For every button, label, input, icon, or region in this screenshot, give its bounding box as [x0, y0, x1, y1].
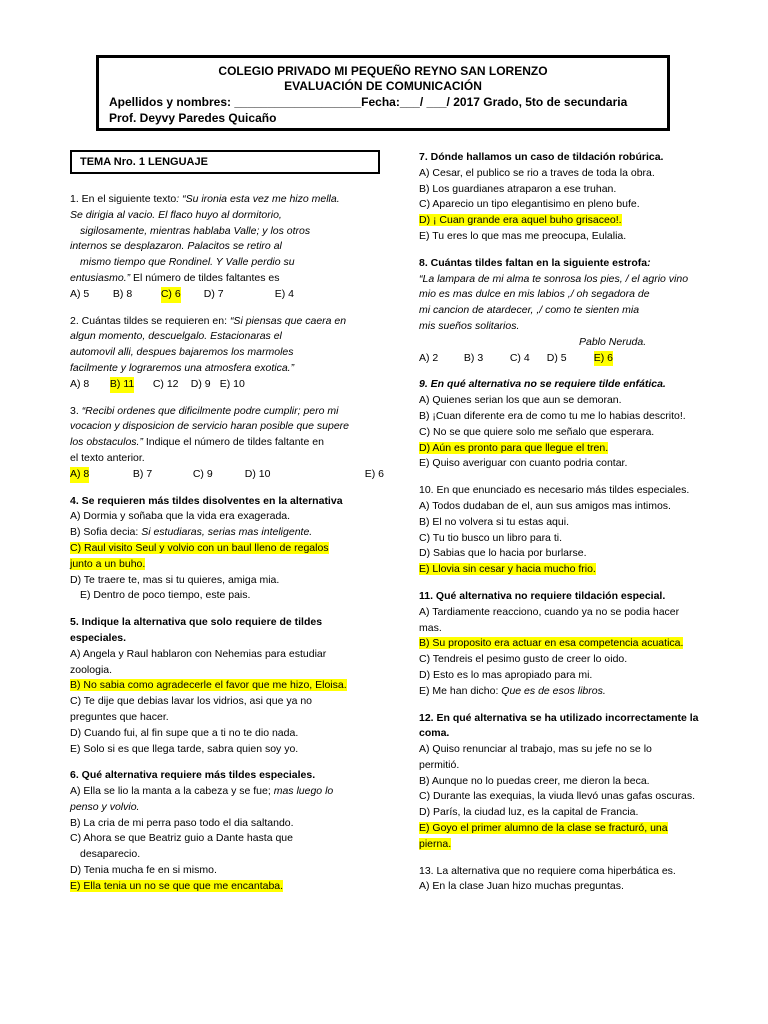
question-6	[70, 768, 380, 894]
question-8	[419, 256, 719, 367]
q2-options	[70, 377, 380, 393]
option-label: E) Me han dicho:	[419, 684, 502, 697]
q3-text: “Recibi ordenes que dificilmente podre cumplir; pero mi	[81, 404, 339, 417]
option[interactable]: A) Angela y Raul hablaron con Nehemias para estudiar	[70, 647, 327, 660]
option[interactable]: D) París, la ciudad luz, es la capital de Francia.	[419, 806, 639, 819]
q3-line: vocacion y disposicion de servicio haran posible que supere	[70, 420, 349, 433]
q2-line: facilmente y lograremos una atmosfera exotica.”	[70, 361, 295, 374]
option[interactable]: B) Los guardianes atraparon a ese truhan.	[419, 182, 617, 195]
q8-line: mi cancion de atardecer, ,/ como te sienten mia	[419, 304, 640, 317]
option[interactable]: A) Quienes serian los que aun se demoran.	[419, 394, 622, 407]
option[interactable]: C) 9	[192, 467, 213, 480]
option[interactable]: C) Aparecio un tipo elegantisimo en pleno bufe.	[419, 198, 640, 211]
q2-line: algun momento, descuelgalo. Estacionaras el	[70, 330, 282, 343]
option[interactable]: A) 8	[70, 377, 90, 390]
question-5	[70, 615, 380, 757]
q1-line: sigilosamente, mientras hablaba Valle; y los otros	[80, 224, 311, 237]
option[interactable]: C) Te dije que debias lavar los vidrios, asi que ya no	[70, 695, 313, 708]
q13-title: 13. La alternativa que no requiere coma hiperbática es.	[419, 864, 676, 877]
q10-title: 10. En que enunciado es necesario más tildes especiales.	[419, 484, 690, 497]
student-info-line: Apellidos y nombres: ___________________Fecha:___/ ___/ 2017 Grado, 5to de secundaria	[109, 95, 628, 109]
q12-title-cont: coma.	[419, 727, 450, 740]
option-cont: mas.	[419, 621, 442, 634]
q6-title: 6. Qué alternativa requiere más tildes especiales.	[70, 769, 316, 782]
option-text: junto a un buho.	[70, 557, 146, 570]
option[interactable]: E) Dentro de poco tiempo, este pais.	[80, 589, 251, 602]
q1-text: : “Su ironia esta vez me hizo mella.	[176, 193, 340, 205]
option[interactable]: A) 5	[70, 287, 90, 300]
q1-prompt: El número de tildes faltantes es	[130, 271, 280, 284]
right-column	[419, 150, 719, 906]
option-cont: preguntes que hacer.	[70, 710, 169, 723]
option-highlighted[interactable]: A) 8	[70, 467, 89, 483]
q8-colon: :	[647, 256, 651, 269]
option-text: Si estudiaras, serias mas inteligente.	[141, 526, 313, 539]
option[interactable]: B) La cria de mi perra paso todo el dia saltando.	[70, 816, 294, 829]
option-text: C) Raul visito Seul y volvio con un baul lleno de regalos	[70, 541, 329, 554]
option[interactable]: A) Tardiamente reacciono, cuando ya no se podia hacer	[419, 605, 680, 618]
poem-author: Pablo Neruda.	[579, 335, 647, 348]
option[interactable]: B) 3	[463, 351, 484, 364]
option[interactable]: C) Tu tio busco un libro para ti.	[419, 531, 562, 544]
q3-options	[70, 467, 384, 483]
option[interactable]: D) 9	[190, 377, 211, 390]
option-highlighted[interactable]: D) ¡ Cuan grande era aquel buho grisaceo!.	[419, 214, 622, 227]
option-highlighted[interactable]: E) Ella tenia un no se que que me encantaba.	[70, 879, 284, 892]
question-1	[70, 192, 380, 303]
q8-line: mio es mas dulce en mis labios ,/ oh segadora de	[419, 288, 650, 301]
question-9	[419, 377, 719, 472]
school-name: COLEGIO PRIVADO MI PEQUEÑO REYNO SAN LORENZO	[218, 64, 548, 78]
question-11	[419, 589, 719, 700]
question-13	[419, 864, 719, 896]
q5-title-cont: especiales.	[70, 631, 127, 644]
option[interactable]: C) Tendreis el pesimo gusto de creer lo oido.	[419, 653, 628, 666]
option[interactable]: C) 4	[509, 351, 530, 364]
option[interactable]: A) 2	[419, 351, 439, 364]
option-highlighted[interactable]: C) 6	[161, 287, 181, 303]
teacher-name: Prof. Deyvy Paredes Quicaño	[109, 111, 277, 125]
option[interactable]: A) Quiso renunciar al trabajo, mas su jefe no se lo	[419, 743, 652, 756]
option[interactable]: D) Te traere te, mas si tu quieres, amiga mia.	[70, 573, 280, 586]
option-text: mas luego lo	[273, 785, 334, 798]
option-text: A) Ella se lio la manta a la cabeza y se fue;	[70, 785, 274, 798]
option[interactable]: D) Cuando fui, al fin supe que a ti no te dio nada.	[70, 726, 299, 739]
option[interactable]: B) Aunque no lo puedas creer, me dieron la beca.	[419, 774, 650, 787]
option-cont: penso y volvio.	[70, 800, 140, 813]
option[interactable]: C) 12	[152, 377, 179, 390]
exam-title: EVALUACIÓN DE COMUNICACIÓN	[284, 79, 482, 93]
question-7	[419, 150, 719, 245]
option[interactable]: E) Solo si es que llega tarde, sabra quien soy yo.	[70, 742, 299, 755]
option[interactable]: C) Durante las exequias, la viuda llevó unas gafas oscuras.	[419, 790, 696, 803]
option-cont: zoologia.	[70, 663, 113, 676]
option[interactable]: E) Tu eres lo que mas me preocupa, Eulalia.	[419, 229, 627, 242]
question-4	[70, 494, 380, 605]
option[interactable]: D) 5	[546, 351, 567, 364]
option[interactable]: D) 7	[203, 287, 224, 300]
option[interactable]: B) El no volvera si tu estas aqui.	[419, 515, 569, 528]
option[interactable]	[70, 784, 380, 800]
option[interactable]: E) 4	[274, 287, 294, 300]
option[interactable]: D) Tenia mucha fe en si mismo.	[70, 864, 217, 877]
q8-line: “La lampara de mi alma te sonrosa los pies, / el agrio vino	[419, 272, 689, 285]
q1-line: Se dirigia al vacio. El flaco huyo al dormitorio,	[70, 208, 282, 221]
q1-line: mismo tiempo que Rondinel. Y Valle perdio su	[80, 256, 295, 269]
option-text: E) Goyo el primer alumno de la clase se fracturó, una	[419, 822, 668, 835]
q11-title: 11. Qué alternativa no requiere tildación especial.	[419, 589, 666, 602]
option[interactable]: D) Sabias que lo hacia por burlarse.	[419, 547, 587, 560]
option-highlighted[interactable]: E) Llovia sin cesar y hacia mucho frio.	[419, 563, 596, 576]
q12-title: 12. En qué alternativa se ha utilizado incorrectamente la	[419, 711, 699, 724]
q3-prompt-cont: el texto anterior.	[70, 451, 145, 464]
option[interactable]: B) 8	[112, 287, 133, 300]
option[interactable]: A) Cesar, el publico se rio a traves de toda la obra.	[419, 166, 655, 179]
q1-options	[70, 287, 380, 303]
q2-text: “Si piensas que caera en	[229, 314, 347, 327]
left-column	[70, 150, 384, 906]
option[interactable]: C) No se que quiere solo me señalo que esperara.	[419, 425, 655, 438]
q8-line: mis sueños solitarios.	[419, 319, 520, 332]
option-label: B) Sofia decia:	[70, 526, 142, 539]
question-10	[419, 483, 719, 578]
option-highlighted[interactable]	[70, 541, 380, 573]
q9-title: 9. En qué alternativa no se requiere tilde enfática.	[419, 378, 666, 391]
question-3	[70, 404, 384, 483]
option[interactable]: D) Esto es lo mas apropiado para mi.	[419, 668, 593, 681]
q2-lead: 2. Cuántas tildes se requieren en:	[70, 314, 230, 327]
option[interactable]: E) 10	[219, 377, 245, 390]
option-cont: permitió.	[419, 758, 460, 771]
option[interactable]: C) Ahora se que Beatriz guio a Dante hasta que	[70, 832, 293, 845]
q4-title: 4. Se requieren más tildes disolventes en la alternativa	[70, 494, 343, 507]
q5-title: 5. Indique la alternativa que solo requiere de tildes	[70, 616, 323, 629]
q2-line: automovil alli, despues bajaremos los marmoles	[70, 346, 294, 359]
option[interactable]: D) 10	[244, 467, 271, 480]
option-highlighted[interactable]: E) 6	[594, 351, 613, 367]
option[interactable]: A) Dormia y soñaba que la vida era exagerada.	[70, 510, 291, 523]
question-2	[70, 314, 380, 393]
option-highlighted[interactable]: B) 11	[110, 377, 134, 393]
q3-lead: 3.	[70, 404, 82, 417]
option[interactable]: E) Quiso averiguar con cuanto podria contar.	[419, 457, 628, 470]
q1-line: internos se desplazaron. Palacitos se retiro al	[70, 240, 282, 253]
q1-lead: 1. En el siguiente texto	[70, 193, 177, 205]
option[interactable]: A) En la clase Juan hizo muchas preguntas.	[419, 880, 624, 893]
q8-title: 8. Cuántas tildes faltan en la siguiente estrofa	[419, 256, 648, 269]
exam-header	[96, 55, 670, 131]
q8-options	[419, 351, 719, 367]
q3-prompt: Indique el número de tildes faltante en	[142, 436, 324, 449]
option-text: pierna.	[419, 837, 452, 850]
option-highlighted[interactable]: D) Aún es pronto para que llegue el tren.	[419, 441, 609, 454]
option[interactable]	[419, 684, 719, 700]
question-12	[419, 711, 719, 853]
option[interactable]: B) 7	[132, 467, 153, 480]
topic-box: TEMA Nro. 1 LENGUAJE	[70, 150, 380, 174]
option[interactable]: A) Todos dudaban de el, aun sus amigos mas intimos.	[419, 499, 671, 512]
option-highlighted[interactable]: B) Su proposito era actuar en esa competencia acuatica.	[419, 637, 684, 650]
option-highlighted[interactable]: B) No sabia como agradecerle el favor que me hizo, Eloisa.	[70, 679, 347, 692]
option[interactable]: B) ¡Cuan diferente era de como tu me lo habias descrito!.	[419, 409, 686, 422]
option-cont: desaparecio.	[80, 848, 141, 861]
option[interactable]	[70, 525, 380, 541]
option-highlighted[interactable]	[419, 821, 719, 853]
q7-title: 7. Dónde hallamos un caso de tildación robúrica.	[419, 151, 664, 163]
option[interactable]: E) 6	[364, 467, 384, 480]
q3-line: los obstaculos.”	[70, 436, 143, 449]
option-text: Que es de esos libros.	[501, 684, 606, 697]
q1-line: entusiasmo.”	[70, 271, 131, 284]
